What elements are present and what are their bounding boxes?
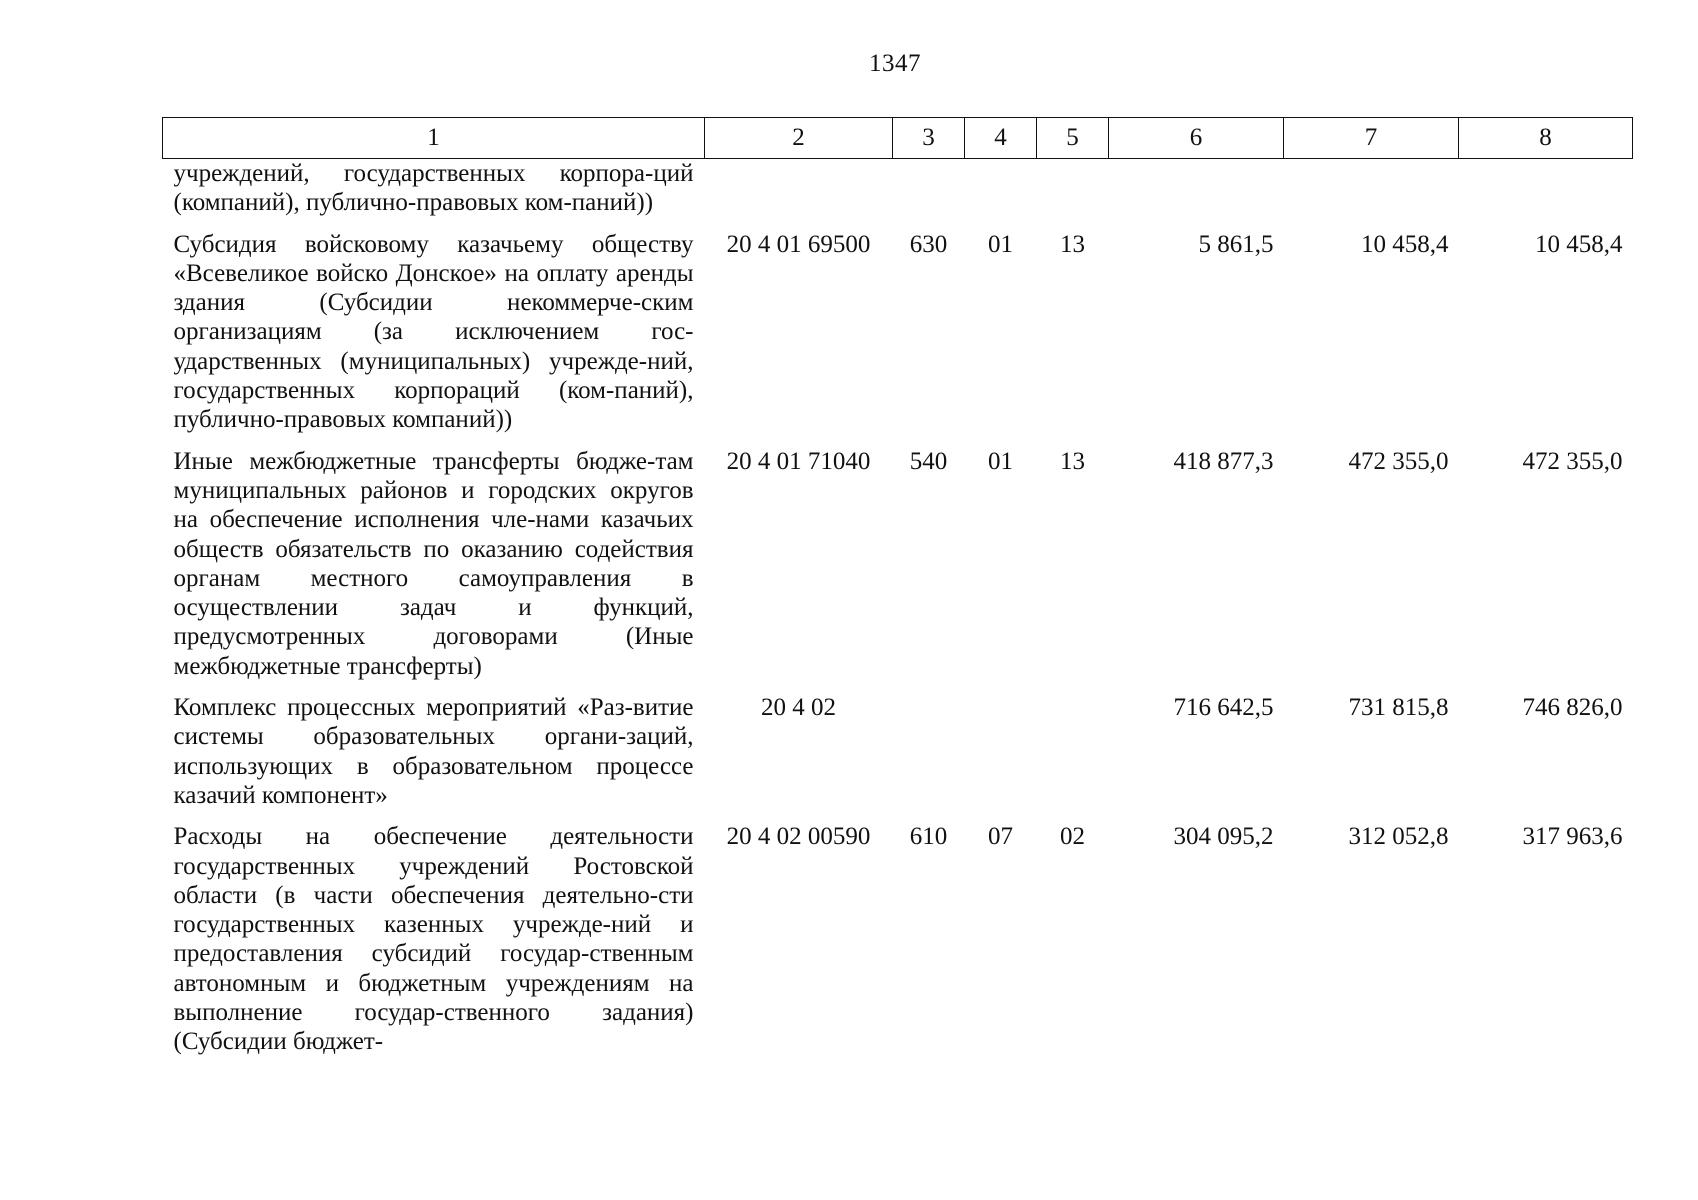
row-section: [965, 159, 1037, 230]
row-subsection: 13: [1060, 447, 1085, 475]
row-description: Комплекс процессных мероприятий «Раз-витие системы образовательных органи-заций, использующих в образовательном процессе казачий компонент»: [173, 694, 694, 809]
row-amount-col6: 716 642,5: [1173, 694, 1274, 722]
row-expense-type: 610: [909, 823, 948, 851]
row-amount-col7: 472 355,0: [1348, 447, 1449, 475]
row-description: Расходы на обеспечение деятельности государственных учреждений Ростовской области (в части обеспечения деятельно-сти государственных казенных учрежде-ний и предоставления субсидий государ-ственным автономным и бюджетным учреждениям на выполнение государ-ственного задания) (Субсидии бюджет-: [173, 823, 694, 1056]
row-amount-col8: 746 826,0: [1522, 694, 1623, 722]
table-row: [163, 822, 1633, 1056]
column-header: 3: [893, 118, 965, 159]
column-header: 4: [965, 118, 1037, 159]
row-description: учреждений, государственных корпора-ций (компаний), публично-правовых ком-паний)): [173, 160, 694, 217]
row-expense-type: [893, 159, 965, 230]
row-amount-col8: 317 963,6: [1522, 823, 1623, 851]
column-header: 7: [1284, 118, 1459, 159]
page-number: 1347: [869, 50, 921, 77]
row-target-code: 20 4 01 71040: [726, 447, 871, 475]
row-amount-col7: [1284, 159, 1459, 230]
row-subsection: 02: [1060, 823, 1085, 851]
row-target-code: 20 4 02: [761, 694, 836, 722]
row-target-code: 20 4 01 69500: [726, 230, 871, 258]
table-header: [163, 118, 1633, 159]
row-amount-col6: 304 095,2: [1173, 823, 1274, 851]
row-expense-type: [893, 693, 965, 822]
row-section: 01: [988, 230, 1013, 258]
row-section: 07: [988, 823, 1013, 851]
column-header: 2: [705, 118, 893, 159]
row-section: [965, 693, 1037, 822]
column-header: 6: [1109, 118, 1284, 159]
budget-table: [162, 117, 1633, 1057]
row-amount-col8: 10 458,4: [1535, 230, 1623, 258]
table-body: [163, 159, 1633, 1057]
row-subsection: 13: [1060, 230, 1085, 258]
row-section: 01: [988, 447, 1013, 475]
row-amount-col8: 472 355,0: [1522, 447, 1623, 475]
table-row: [163, 447, 1633, 693]
row-amount-col7: 312 052,8: [1348, 823, 1449, 851]
row-amount-col7: 10 458,4: [1361, 230, 1449, 258]
table-row: [163, 159, 1633, 230]
row-description: Иные межбюджетные трансферты бюдже-там муниципальных районов и городских округов на обеспечение исполнения чле-нами казачьих обществ обязательств по оказанию содействия органам местного самоуправления в осуществлении задач и функций, предусмотренных договорами (Иные межбюджетные трансферты): [173, 447, 694, 680]
row-amount-col6: [1109, 159, 1284, 230]
row-target-code: 20 4 02 00590: [726, 823, 871, 851]
row-subsection: [1037, 159, 1109, 230]
row-expense-type: 630: [909, 230, 948, 258]
row-amount-col7: 731 815,8: [1348, 694, 1449, 722]
row-subsection: [1037, 693, 1109, 822]
row-expense-type: 540: [909, 447, 948, 475]
column-header: 8: [1459, 118, 1633, 159]
row-target-code: [705, 159, 893, 230]
row-description: Субсидия войсковому казачьему обществу «Всевеликое войско Донское» на оплату аренды здания (Субсидии некоммерче-ским организациям (за исключением гос-ударственных (муниципальных) учрежде-ний, государственных корпораций (ком-паний), публично-правовых компаний)): [173, 230, 694, 434]
table-row: [163, 230, 1633, 447]
column-header: 5: [1037, 118, 1109, 159]
row-amount-col6: 418 877,3: [1173, 447, 1274, 475]
table-row: [163, 693, 1633, 822]
row-amount-col6: 5 861,5: [1198, 230, 1274, 258]
header-row: [163, 118, 1633, 159]
row-amount-col8: [1459, 159, 1633, 230]
column-header: 1: [163, 118, 705, 159]
